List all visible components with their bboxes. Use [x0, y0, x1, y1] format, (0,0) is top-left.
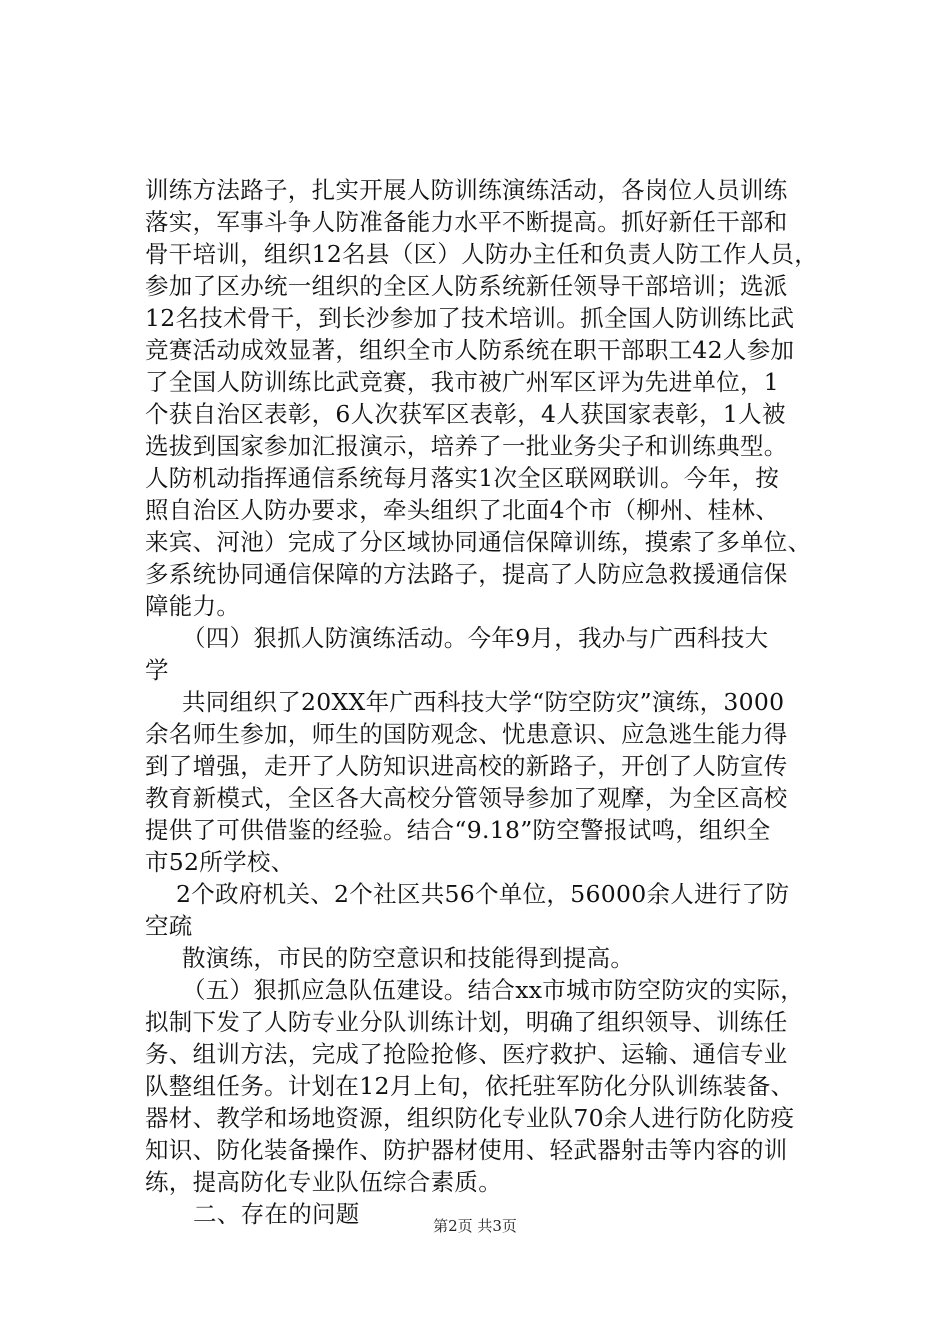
body-text-line: 来宾、河池）完成了分区域协同通信保障训练，摸索了多单位、: [145, 528, 812, 556]
body-text-line: 市52所学校、: [145, 848, 295, 876]
body-text-line: 学: [145, 656, 169, 684]
body-text-line: 训练方法路子，扎实开展人防训练演练活动，各岗位人员训练: [145, 176, 788, 204]
body-text-line: 2个政府机关、2个社区共56个单位，56000余人进行了防: [176, 880, 790, 908]
body-text-line: 个获自治区表彰，6人次获军区表彰，4人获国家表彰，1人被: [145, 400, 786, 428]
body-text-line: 参加了区办统一组织的全区人防系统新任领导干部培训；选派: [145, 272, 788, 300]
body-text-line: 务、组训方法，完成了抢险抢修、医疗救护、运输、通信专业: [145, 1040, 788, 1068]
section-heading-line: 二、存在的问题: [193, 1200, 360, 1228]
body-text-line: 教育新模式，全区各大高校分管领导参加了观摩，为全区高校: [145, 784, 788, 812]
section-heading-line: （五）狠抓应急队伍建设。结合xx市城市防空防灾的实际，: [182, 976, 805, 1004]
section-heading-line: （四）狠抓人防演练活动。今年9月，我办与广西科技大: [182, 624, 769, 652]
body-text-line: 器材、教学和场地资源，组织防化专业队70余人进行防化防疫: [145, 1104, 795, 1132]
body-text-line: 障能力。: [145, 592, 241, 620]
body-text-line: 12名技术骨干，到长沙参加了技术培训。抓全国人防训练比武: [145, 304, 795, 332]
body-text-line: 练，提高防化专业队伍综合素质。: [145, 1168, 502, 1196]
body-text-line: 竞赛活动成效显著，组织全市人防系统在职干部职工42人参加: [145, 336, 795, 364]
page-number-indicator: 第2页 共3页: [433, 1217, 517, 1235]
body-text-line: 提供了可供借鉴的经验。结合“9.18”防空警报试鸣，组织全: [145, 816, 771, 844]
body-text-line: 人防机动指挥通信系统每月落实1次全区联网联训。今年，按: [145, 464, 780, 492]
body-text-line: 了全国人防训练比武竞赛，我市被广州军区评为先进单位，1: [145, 368, 780, 396]
body-text-line: 多系统协同通信保障的方法路子，提高了人防应急救援通信保: [145, 560, 788, 588]
body-text-line: 选拔到国家参加汇报演示，培养了一批业务尖子和训练典型。: [145, 432, 788, 460]
body-text-line: 余名师生参加，师生的国防观念、忧患意识、应急逃生能力得: [145, 720, 788, 748]
body-text-line: 共同组织了20XX年广西科技大学“防空防灾”演练，3000: [182, 688, 785, 716]
body-text-line: 知识、防化装备操作、防护器材使用、轻武器射击等内容的训: [145, 1136, 788, 1164]
body-text-line: 队整组任务。计划在12月上旬，依托驻军防化分队训练装备、: [145, 1072, 795, 1100]
body-text-line: 散演练，市民的防空意识和技能得到提高。: [182, 944, 635, 972]
body-text-line: 照自治区人防办要求，牵头组织了北面4个市（柳州、桂林、: [145, 496, 780, 524]
body-text-line: 拟制下发了人防专业分队训练计划，明确了组织领导、训练任: [145, 1008, 788, 1036]
page-footer: [0, 1216, 950, 1236]
body-text-line: 空疏: [145, 912, 193, 940]
body-text-line: 骨干培训，组织12名县（区）人防办主任和负责人防工作人员，: [145, 240, 819, 268]
body-text-line: 落实，军事斗争人防准备能力水平不断提高。抓好新任干部和: [145, 208, 788, 236]
body-text-line: 到了增强，走开了人防知识进高校的新路子，开创了人防宣传: [145, 752, 788, 780]
